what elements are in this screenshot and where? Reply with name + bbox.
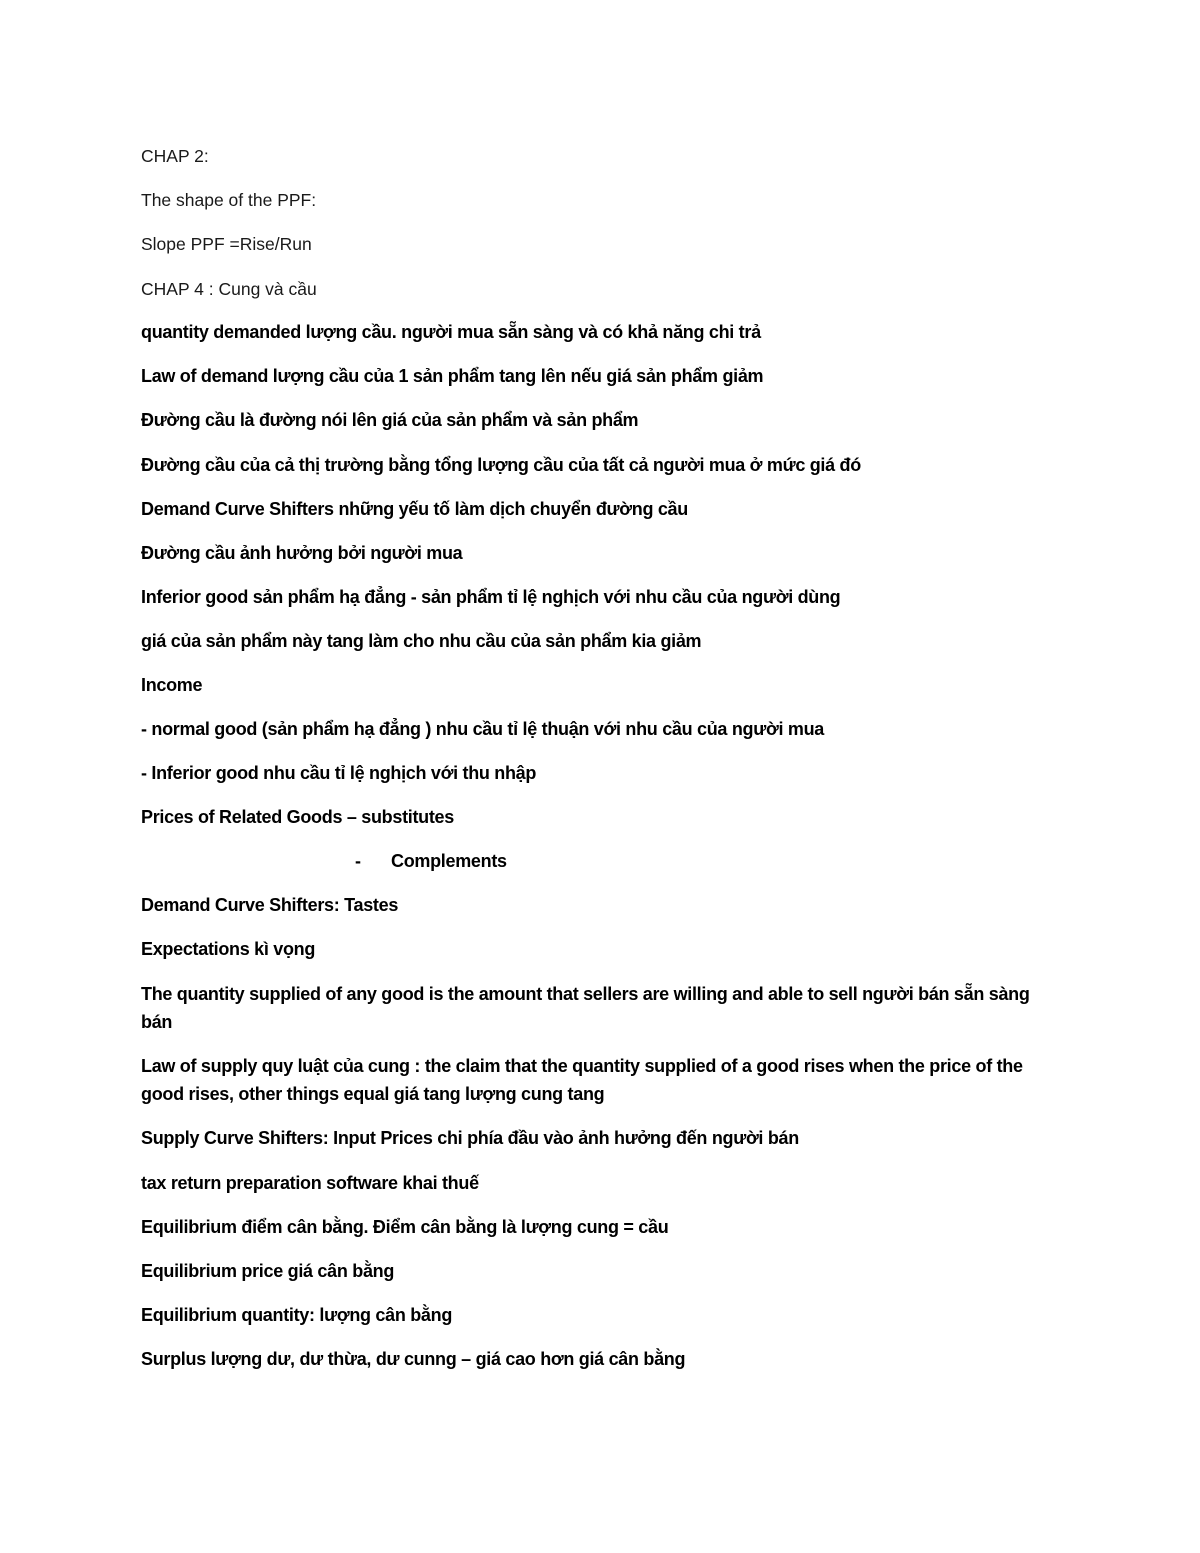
ppf-shape-heading: The shape of the PPF:	[141, 190, 317, 210]
text-line: Đường cầu là đường nói lên giá của sản phẩm và sản phẩm	[141, 410, 639, 430]
text-paragraph: Law of supply quy luật của cung : the claim that the quantity supplied of a good rises when the price of the good rises, other things equal giá tang lượng cung tang	[141, 1056, 1023, 1104]
dash-bullet: -	[355, 851, 361, 871]
text-line: Inferior good sản phẩm hạ đẳng - sản phẩm tỉ lệ nghịch với nhu cầu của người dùng	[141, 587, 841, 607]
text-line: Law of demand lượng cầu của 1 sản phẩm tang lên nếu giá sản phẩm giảm	[141, 366, 764, 386]
text-line: Prices of Related Goods – substitutes	[141, 807, 454, 827]
text-line: Income	[141, 675, 203, 695]
ppf-slope-line: Slope PPF =Rise/Run	[141, 234, 312, 254]
chapter-heading-2: CHAP 2:	[141, 146, 209, 166]
text-line: Đường cầu của cả thị trường bằng tổng lượng cầu của tất cả người mua ở mức giá đó	[141, 455, 861, 475]
text-line: Supply Curve Shifters: Input Prices chi phía đầu vào ảnh hưởng đến người bán	[141, 1128, 799, 1148]
text-line: quantity demanded lượng cầu. người mua sẵn sàng và có khả năng chi trả	[141, 322, 761, 342]
text-paragraph: The quantity supplied of any good is the amount that sellers are willing and able to sell người bán sẵn sàng bán	[141, 984, 1030, 1032]
text-line: Demand Curve Shifters: Tastes	[141, 895, 399, 915]
text-line: Demand Curve Shifters những yếu tố làm dịch chuyển đường cầu	[141, 499, 688, 519]
text-line: Đường cầu ảnh hưởng bởi người mua	[141, 543, 463, 563]
text-line: - Inferior good nhu cầu tỉ lệ nghịch với thu nhập	[141, 763, 537, 783]
text-line: Surplus lượng dư, dư thừa, dư cunng – giá cao hơn giá cân bằng	[141, 1349, 686, 1369]
text-line: Equilibrium price giá cân bằng	[141, 1261, 395, 1281]
text-line: Equilibrium điểm cân bằng. Điểm cân bằng là lượng cung = cầu	[141, 1217, 669, 1237]
list-bullet	[355, 847, 507, 875]
text-line: tax return preparation software khai thuế	[141, 1173, 479, 1193]
text-line: Equilibrium quantity: lượng cân bằng	[141, 1305, 453, 1325]
text-line: - normal good (sản phẩm hạ đẳng ) nhu cầu tỉ lệ thuận với nhu cầu của người mua	[141, 719, 824, 739]
chapter-heading-4: CHAP 4 : Cung và cầu	[141, 279, 317, 299]
text-line: giá của sản phẩm này tang làm cho nhu cầu của sản phẩm kia giảm	[141, 631, 702, 651]
complements-label: Complements	[391, 851, 507, 871]
text-line: Expectations kì vọng	[141, 939, 316, 959]
